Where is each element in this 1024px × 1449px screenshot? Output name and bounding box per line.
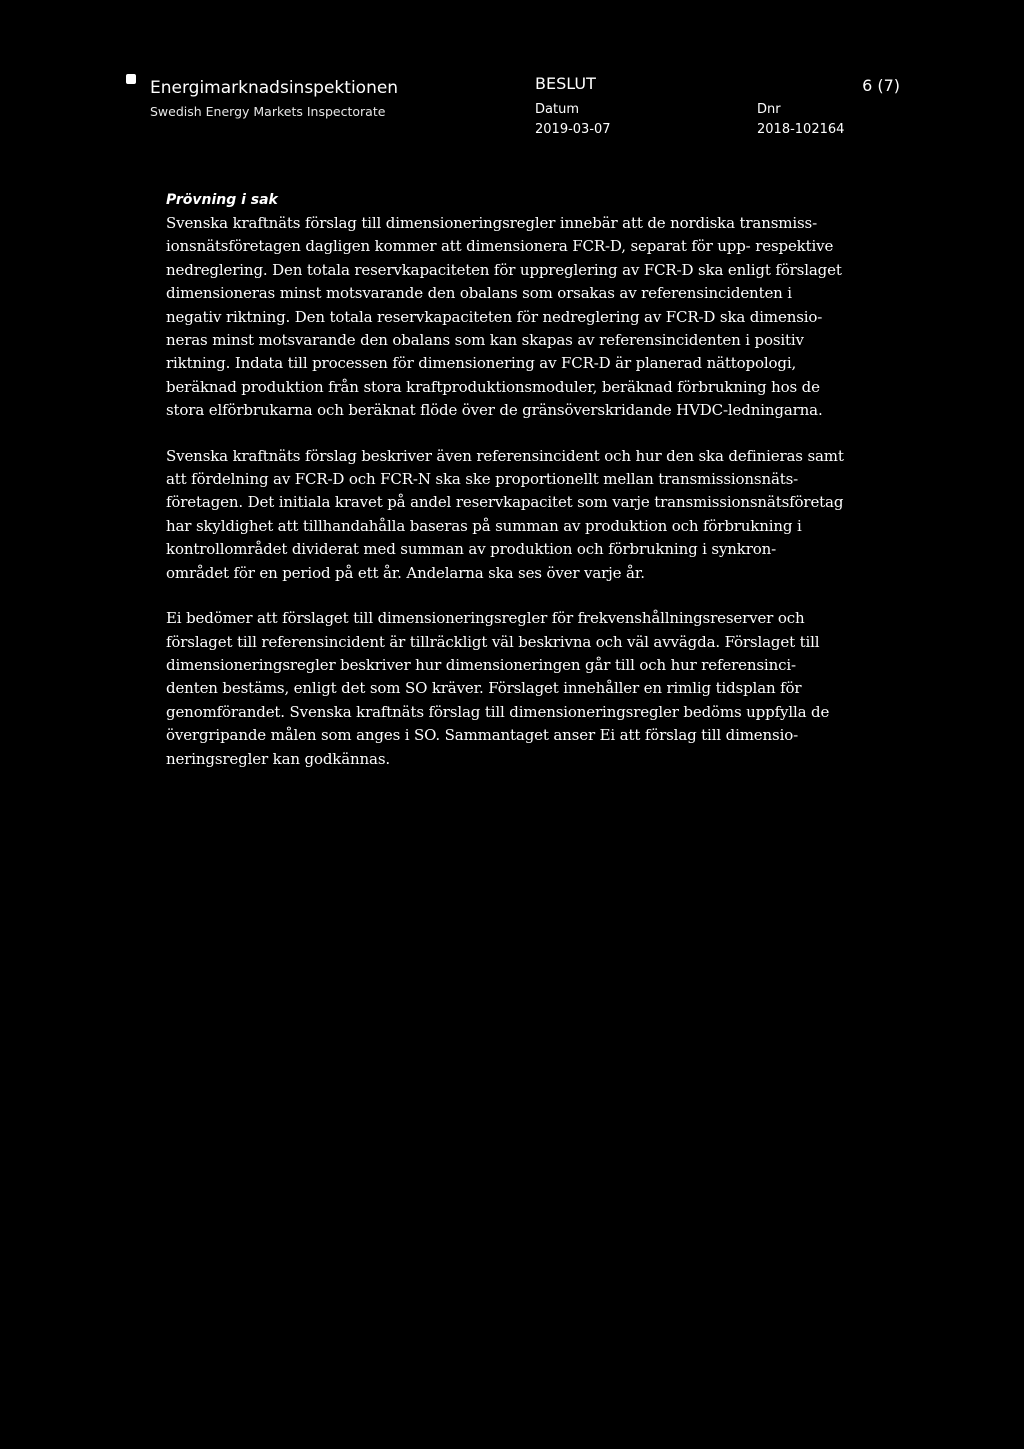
- dnr-value: 2018-102164: [757, 122, 845, 137]
- paragraph-line: området för en period på ett år. Andelarna ska ses över varje år.: [166, 563, 645, 582]
- paragraph-2: [166, 445, 856, 585]
- paragraph-line: neringsregler kan godkännas.: [166, 749, 390, 768]
- section-heading: Prövning i sak: [166, 192, 278, 208]
- document-body: [166, 192, 856, 793]
- paragraph-line: denten bestäms, enligt det som SO kräver. Förslaget innehåller en rimlig tidsplan för: [166, 679, 802, 698]
- dnr-label: Dnr: [757, 102, 781, 117]
- paragraph-line: dimensioneringsregler beskriver hur dimensioneringen går till och hur referensinci-: [166, 655, 796, 674]
- organization-name: Energimarknadsinspektionen: [150, 78, 399, 98]
- paragraph-line: neras minst motsvarande den obalans som kan skapas av referensincidenten i positiv: [166, 331, 804, 350]
- date-label: Datum: [535, 102, 579, 117]
- paragraph-line: förslaget till referensincident är tillräckligt väl beskrivna och väl avvägda. Förslaget till: [166, 632, 820, 651]
- paragraph-line: Svenska kraftnäts förslag beskriver även referensincident och hur den ska definieras samt: [166, 446, 844, 465]
- paragraph-line: riktning. Indata till processen för dimensionering av FCR-D är planerad nättopologi,: [166, 354, 797, 373]
- logo-square-icon: [126, 74, 136, 84]
- paragraph-line: stora elförbrukarna och beräknat flöde över de gränsöverskridande HVDC-ledningarna.: [166, 401, 823, 420]
- paragraph-line: negativ riktning. Den totala reservkapaciteten för nedreglering av FCR-D ska dimensio-: [166, 307, 823, 326]
- paragraph-line: har skyldighet att tillhandahålla baseras på summan av produktion och förbrukning i: [166, 516, 802, 535]
- paragraph-line: nedreglering. Den totala reservkapaciteten för uppreglering av FCR-D ska enligt förslaget: [166, 260, 842, 279]
- document-type: BESLUT: [535, 74, 596, 93]
- paragraph-line: kontrollområdet dividerat med summan av produktion och förbrukning i synkron-: [166, 540, 777, 559]
- paragraph-1: [166, 212, 856, 423]
- date-value: 2019-03-07: [535, 122, 611, 137]
- paragraph-line: Ei bedömer att förslaget till dimensioneringsregler för frekvenshållningsreserver och: [166, 609, 805, 628]
- paragraph-line: Svenska kraftnäts förslag till dimensioneringsregler innebär att de nordiska transmiss-: [166, 214, 818, 232]
- paragraph-line: dimensioneras minst motsvarande den obalans som orsakas av referensincidenten i: [166, 284, 792, 303]
- paragraph-3: [166, 607, 856, 771]
- paragraph-line: genomförandet. Svenska kraftnäts förslag till dimensioneringsregler bedöms uppfylla de: [166, 702, 830, 721]
- page-number: 6 (7): [862, 76, 900, 95]
- paragraph-line: att fördelning av FCR-D och FCR-N ska ske proportionellt mellan transmissionsnäts-: [166, 470, 799, 489]
- paragraph-line: övergripande målen som anges i SO. Sammantaget anser Ei att förslag till dimensio-: [166, 726, 799, 745]
- paragraph-line: företagen. Det initiala kravet på andel reservkapacitet som varje transmissionsnätsföretag: [166, 493, 844, 512]
- organization-subtitle: Swedish Energy Markets Inspectorate: [150, 104, 386, 119]
- paragraph-line: ionsnätsföretagen dagligen kommer att dimensionera FCR-D, separat för upp- respektive: [166, 237, 834, 256]
- paragraph-line: beräknad produktion från stora kraftproduktionsmoduler, beräknad förbrukning hos de: [166, 377, 820, 396]
